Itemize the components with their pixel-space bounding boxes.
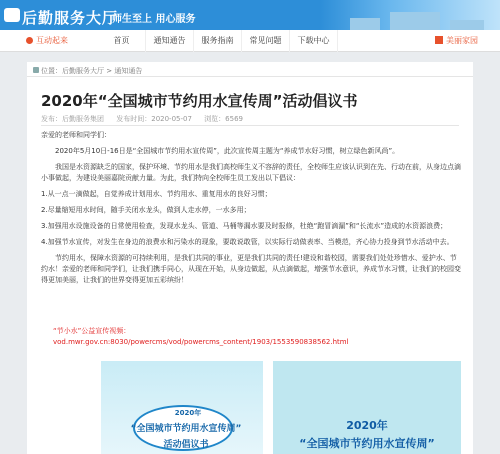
building-banner-image [320,0,500,30]
article-meta [41,114,253,124]
divider [27,76,473,77]
divider [41,125,459,126]
view-count: 浏览：6569 [204,115,243,123]
paragraph: 2020年5月10日-16日是“全国城市节约用水宣传周”，此次宣传周主题为“养成节水好习惯，树立绿色新风尚”。 [55,147,400,155]
nav-item-downloads[interactable]: 下载中心 [290,30,338,52]
poster-title: “全国城市节约用水宣传周” [130,424,242,434]
poster-image-left [101,361,263,454]
publish-date: 发布时间：2020-05-07 [116,115,192,123]
paragraph: 2.尽量缩短用水时间，随手关闭水龙头，做到人走水停，一水多用； [41,206,251,214]
paragraph: 1.从一点一滴做起，自觉养成计划用水、节约用水、重复用水的良好习惯； [41,190,272,198]
poster-subtitle: 活动倡议书 [163,440,209,450]
poster-year: 2020年 [346,419,388,432]
nav-item-notices[interactable]: 通知通告 [146,30,194,52]
poster-year: 2020年 [174,409,202,417]
site-slogan: 师生至上 用心服务 [112,14,196,25]
article-body [41,130,461,291]
interact-link[interactable]: 互动起来 [26,35,68,46]
greeting: 亲爱的老师和同学们： [41,131,111,139]
poster-title: “全国城市节约用水宣传周” [299,437,435,450]
nav-item-home[interactable]: 首页 [98,30,146,52]
site-banner [0,0,500,30]
poster-image-right [273,361,461,454]
beautiful-home-link[interactable]: 美丽家园 [435,35,478,46]
publisher: 发布：后勤服务集团 [41,115,104,123]
paragraph: 节约用水，保障水资源的可持续利用，是我们共同的事业，更是我们共同的责任!建设和谐校园，需要我们处处珍惜水、爱护水、节约水！亲爱的老师和同学们，让我们携手同心，从现在开始，从身边做起，从点滴做起，增强节水意识，养成节水习惯，让我们的校园变得更加美丽，让我们的世界变得更加五彩缤纷！ [41,254,461,284]
location-icon [33,67,39,73]
nav-item-service-guide[interactable]: 服务指南 [194,30,242,52]
video-section [41,326,349,348]
logo-icon [4,8,20,22]
paragraph: 3.加强用水设施设备的日常使用检查，发现水龙头、管道、马桶等漏水要及时报修，杜绝“跑冒滴漏”和“长流水”造成的水资源浪费； [41,222,448,230]
site-title: 后勤服务大厅 [22,9,119,27]
home-icon [435,36,443,44]
video-title: “节小水”公益宣传视频： [53,327,131,335]
main-nav [0,30,500,52]
breadcrumb[interactable]: 位置：后勤服务大厅 > 通知通告 [33,66,142,76]
paragraph: 4.加强节水宣传，对发生在身边的浪费水和污染水的现象，要敢说敢管，以实际行动做表率、当模范，齐心协力投身到节水活动中去。 [41,238,454,246]
video-link[interactable]: vod.mwr.gov.cn:8030/powercms/vod/powercms_content/1903/1553590838562.html [53,338,349,346]
nav-item-faq[interactable]: 常见问题 [242,30,290,52]
paragraph: 我国是水资源缺乏的国家，保护环境、节约用水是我们高校师生义不容辞的责任，全校师生应该认识到在先、行动在前，从身边点滴小事做起，为建设美丽嘉院贡献力量。为此，我们特向全校师生员工发出以下倡议： [41,163,461,182]
article-panel [27,62,473,454]
interact-icon [26,37,33,44]
article-title: 2020年“全国城市节约用水宣传周”活动倡议书 [41,92,358,110]
